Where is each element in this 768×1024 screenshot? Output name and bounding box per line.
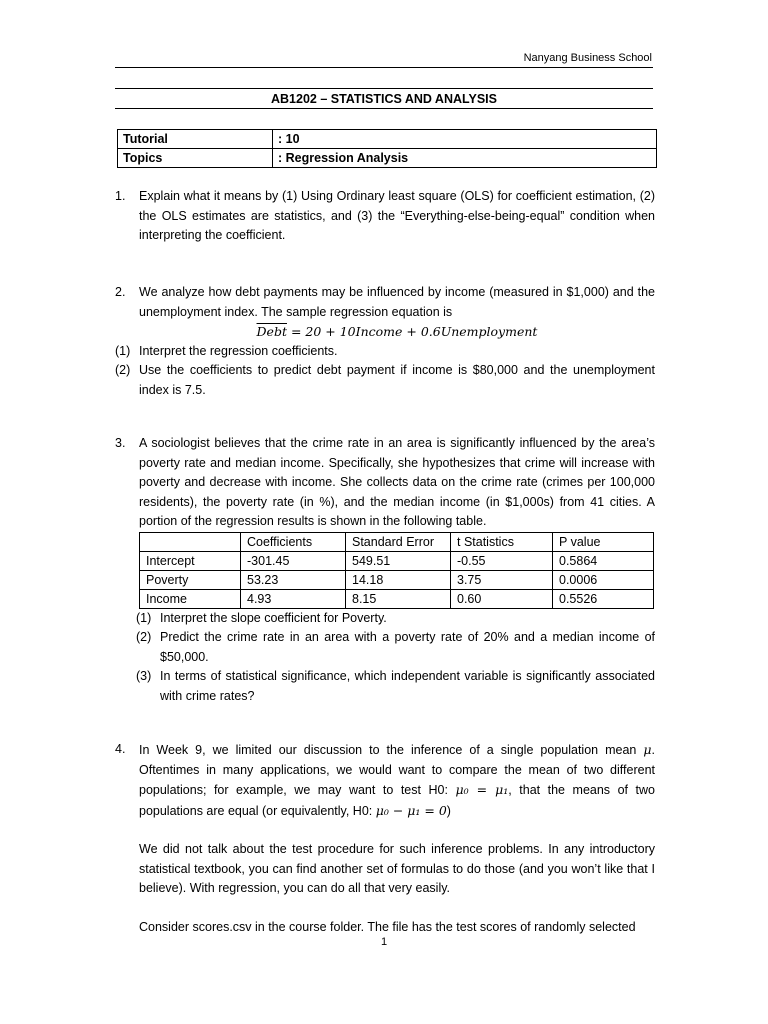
text-span: , that the means of two populations are equal (or equivalently, H0: <box>139 783 655 818</box>
title-rule-top <box>115 88 653 89</box>
sub-number: (3) <box>136 669 152 683</box>
table-row <box>140 551 654 570</box>
sub-text: Interpret the regression coefficients. <box>139 343 338 358</box>
equation-lhs: Debt <box>256 324 287 339</box>
equation-rhs: = 20 + 10Income + 0.6Unemployment <box>286 324 538 339</box>
question-3-text: A sociologist believes that the crime rate in an area is significantly influenced by the area’s poverty rate and median income. Specifically, she hypothesizes that crime will increase with poverty and decrease with income. She collects data on the crime rate (crimes per 100,000 residents), the poverty rate (in %), and the median income (in $1,000s) from 41 cities. A portion of the regression results is shown in the following table. <box>139 436 655 528</box>
list-item <box>115 361 655 400</box>
table-cell: 14.18 <box>346 570 451 589</box>
sub-number: (2) <box>115 363 131 377</box>
tutorial-info-table <box>117 129 657 168</box>
table-cell: Income <box>140 589 241 608</box>
title-rule-bottom <box>115 108 653 109</box>
question-4-paragraph-3: Consider scores.csv in the course folder. The file has the test scores of randomly selected <box>139 919 636 934</box>
list-item <box>115 342 655 362</box>
table-header-cell: P value <box>553 532 654 551</box>
question-3 <box>115 434 655 706</box>
text-span: ) <box>446 803 451 818</box>
question-4-paragraph-1 <box>139 740 655 821</box>
sub-number: (1) <box>115 343 131 358</box>
math-hypothesis: μ₀ = μ₁ <box>455 782 509 797</box>
regression-results-table <box>139 532 654 609</box>
question-4 <box>115 740 655 937</box>
table-header-cell <box>140 532 241 551</box>
table-row <box>118 149 657 168</box>
sub-text: Use the coefficients to predict debt payment if income is $80,000 and the unemployment index is 7.5. <box>139 363 655 397</box>
table-cell: 3.75 <box>451 570 553 589</box>
table-cell: 549.51 <box>346 551 451 570</box>
table-cell: 53.23 <box>241 570 346 589</box>
table-cell: 0.0006 <box>553 570 654 589</box>
table-header-cell: t Statistics <box>451 532 553 551</box>
header-rule <box>115 67 653 68</box>
table-cell: 0.60 <box>451 589 553 608</box>
table-header-cell: Coefficients <box>241 532 346 551</box>
question-2-text: We analyze how debt payments may be influenced by income (measured in $1,000) and the unemployment index. The sample regression equation is <box>139 285 655 319</box>
question-number: 1. <box>115 189 126 203</box>
table-header-row <box>140 532 654 551</box>
table-cell: -0.55 <box>451 551 553 570</box>
list-item <box>136 667 655 706</box>
text-span: In Week 9, we limited our discussion to the inference of a single population mean <box>139 743 644 757</box>
sub-text: Predict the crime rate in an area with a poverty rate of 20% and a median income of $50,000. <box>160 630 655 664</box>
table-row <box>140 570 654 589</box>
table-cell: 0.5864 <box>553 551 654 570</box>
page-number: 1 <box>380 936 388 948</box>
sub-text: In terms of statistical significance, which independent variable is significantly associated with crime rates? <box>160 669 655 703</box>
table-cell: 0.5526 <box>553 589 654 608</box>
table-cell: -301.45 <box>241 551 346 570</box>
topics-value: : Regression Analysis <box>273 149 657 168</box>
list-item <box>136 609 655 629</box>
table-cell: Poverty <box>140 570 241 589</box>
question-1 <box>115 187 655 246</box>
table-row <box>118 130 657 149</box>
sub-number: (1) <box>136 610 152 625</box>
tutorial-value: : 10 <box>273 130 657 149</box>
question-2 <box>115 283 655 400</box>
table-cell: 4.93 <box>241 589 346 608</box>
sub-number: (2) <box>136 630 152 644</box>
text-span: . Oftentimes in many applications, we would want to compare the mean of two different populations; for example, we may want to test H0: <box>139 743 655 797</box>
question-number: 2. <box>115 285 126 299</box>
question-number: 3. <box>115 436 126 450</box>
header-school: Nanyang Business School <box>523 52 652 64</box>
list-item <box>136 628 655 667</box>
question-1-text: Explain what it means by (1) Using Ordinary least square (OLS) for coefficient estimation, (2) the OLS estimates are statistics, and (3) the “Everything-else-being-equal” condition when interpreting the coefficient. <box>139 189 655 242</box>
regression-equation <box>139 322 655 342</box>
course-title: AB1202 – STATISTICS AND ANALYSIS <box>271 92 497 106</box>
table-cell: 8.15 <box>346 589 451 608</box>
math-hypothesis-alt: μ₀ − μ₁ = 0 <box>375 802 447 818</box>
question-4-paragraph-2: We did not talk about the test procedure for such inference problems. In any introductory statistical textbook, you can find another set of formulas to do those (and you won’t like that I believe). With regression, you can do all that very easily. <box>139 842 655 895</box>
table-cell: Intercept <box>140 551 241 570</box>
sub-text: Interpret the slope coefficient for Poverty. <box>160 610 387 625</box>
question-number: 4. <box>115 742 126 756</box>
tutorial-label: Tutorial <box>118 130 273 149</box>
topics-label: Topics <box>118 149 273 168</box>
math-mu: μ <box>643 742 652 757</box>
table-row <box>140 589 654 608</box>
table-header-cell: Standard Error <box>346 532 451 551</box>
